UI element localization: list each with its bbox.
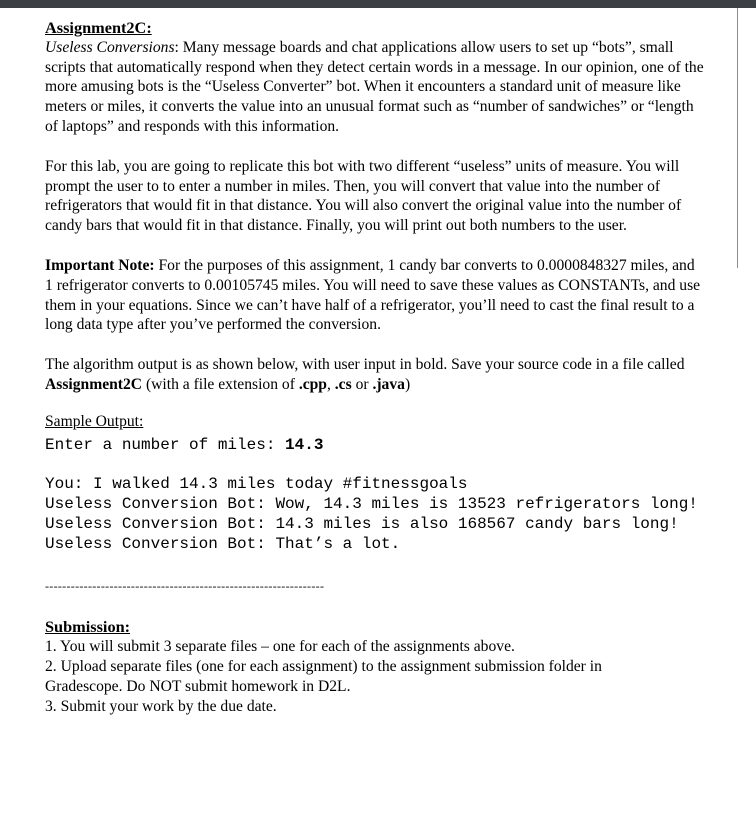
note-label: Important Note: (45, 256, 155, 274)
intro-paragraph (45, 38, 705, 137)
sample-line-4: Useless Conversion Bot: That’s a lot. (45, 534, 401, 553)
sample-line-2: Useless Conversion Bot: Wow, 14.3 miles is 13523 refrigerators long! (45, 495, 698, 514)
ext-cpp: .cpp (298, 375, 327, 393)
filename: Assignment2C (45, 375, 143, 393)
important-note (45, 256, 705, 335)
sep-1: , (326, 375, 335, 393)
submission-item-3: 3. Submit your work by the due date. (45, 697, 277, 715)
submission-heading: Submission: (45, 617, 131, 637)
page-edge-line (737, 8, 738, 268)
submission-item-2: 2. Upload separate files (one for each assignment) to the assignment submission folder in Gradescope. Do NOT submit homework in D2L. (45, 657, 602, 695)
ext-cs: .cs (334, 375, 352, 393)
intro-term: Useless Conversions (45, 38, 175, 56)
sample-line-1: You: I walked 14.3 miles today #fitnessgoals (45, 475, 468, 494)
note-text: For the purposes of this assignment, 1 candy bar converts to 0.0000848327 miles, and 1 refrigerator converts to 0.00105745 miles. You will need to save these values as CONSTANTs, and use them in your equations. Since we can’t have half of a refrigerator, you’ll need to cast the final result to a long data type after you’ve performed the conversion. (45, 256, 701, 334)
user-input: 14.3 (285, 435, 324, 454)
sep-2: or (351, 375, 373, 393)
divider-line: ----------------------------------------------------------------- (45, 578, 325, 593)
algorithm-text-3: ) (404, 375, 411, 393)
lab-paragraph: For this lab, you are going to replicate this bot with two different “useless” units of measure. You will prompt the user to to enter a number in miles. Then, you will convert that value into the number of refrigerators that would fit in that distance. You will also convert the original value into the number of candy bars that would fit in that distance. Finally, you will print out both numbers to the user. (45, 157, 682, 235)
algorithm-paragraph (45, 355, 705, 395)
top-bar (0, 0, 756, 8)
sample-label-text: Sample Output: (45, 412, 144, 430)
sample-output-label (45, 412, 705, 432)
algorithm-text-2: (with a file extension of (142, 375, 299, 393)
intro-text: : Many message boards and chat applications allow users to set up “bots”, small scripts that automatically respond when they detect certain words in a message. In our opinion, one of the more amusing bots is the “Useless Converter” bot. When it encounters a standard unit of measure like meters or miles, it converts the value into an unusual format such as “number of sandwiches” or “length of laptops” and responds with this information. (45, 38, 704, 135)
ext-java: .java (372, 375, 405, 393)
algorithm-text: The algorithm output is as shown below, with user input in bold. Save your source code in a file called (45, 356, 685, 374)
sample-line-3: Useless Conversion Bot: 14.3 miles is also 168567 candy bars long! (45, 514, 679, 533)
prompt-text: Enter a number of miles: (45, 435, 286, 454)
submission-item-1: 1. You will submit 3 separate files – one for each of the assignments above. (45, 638, 515, 656)
assignment-title: Assignment2C: (45, 18, 152, 37)
document-page (45, 18, 705, 716)
sample-prompt-line (45, 436, 705, 456)
